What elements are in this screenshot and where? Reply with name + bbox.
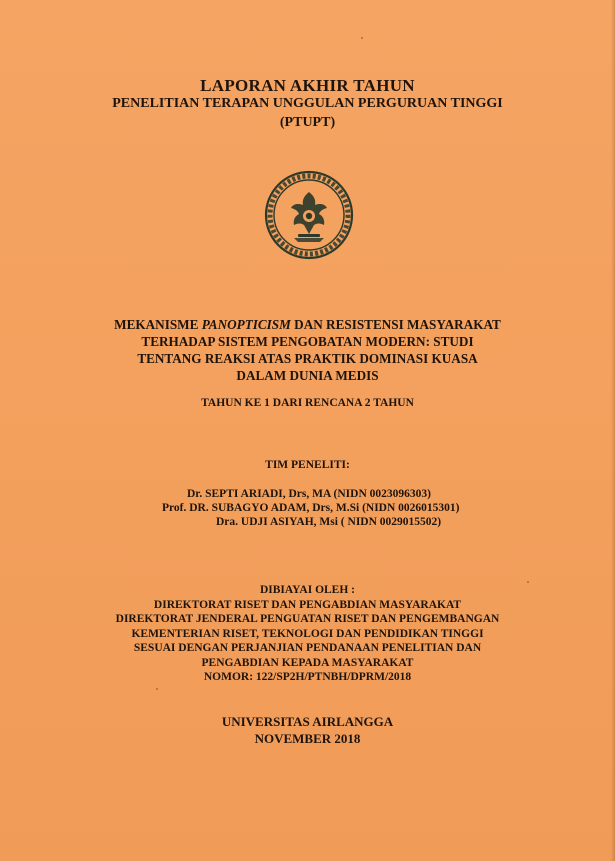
- title-italic-term: PANOPTICISM: [201, 317, 291, 332]
- team-member: Dr. SEPTI ARIADI, Drs, MA (NIDN 0023096303): [187, 488, 431, 500]
- report-abbreviation: (PTUPT): [279, 115, 336, 130]
- funding-line: DIREKTORAT JENDERAL PENGUATAN RISET DAN PENGEMBANGAN: [115, 613, 500, 625]
- report-date: NOVEMBER 2018: [254, 731, 361, 746]
- funding-line: DIREKTORAT RISET DAN PENGABDIAN MASYARAKAT: [153, 598, 462, 611]
- funding-line: KEMENTERIAN RISET, TEKNOLOGI DAN PENDIDIKAN TINGGI: [131, 627, 484, 640]
- paper-speck: [361, 37, 363, 39]
- report-subtitle: PENELITIAN TERAPAN UNGGULAN PERGURUAN TINGGI: [112, 96, 503, 111]
- university-seal-icon: [264, 170, 354, 260]
- research-title-line-3: TENTANG REAKSI ATAS PRAKTIK DOMINASI KUASA: [137, 351, 478, 366]
- research-title-line-2: TERHADAP SISTEM PENGOBATAN MODERN: STUDI: [141, 334, 474, 349]
- title-prefix: MEKANISME: [114, 317, 202, 332]
- research-title-line-4: DALAM DUNIA MEDIS: [236, 368, 379, 383]
- research-title: [0, 316, 615, 384]
- team-member: Prof. DR. SUBAGYO ADAM, Drs, M.Si (NIDN 0026015301): [162, 502, 460, 514]
- report-title: LAPORAN AKHIR TAHUN: [200, 76, 415, 95]
- funding-line: SESUAI DENGAN PERJANJIAN PENDANAAN PENELITIAN DAN: [133, 642, 482, 654]
- research-title-line-1: [0, 316, 615, 333]
- paper-speck: [156, 688, 158, 690]
- funding-line: NOMOR: 122/SP2H/PTNBH/DPRM/2018: [203, 671, 412, 683]
- team-member: Dra. UDJI ASIYAH, Msi ( NIDN 0029015502): [216, 516, 442, 528]
- year-info: TAHUN KE 1 DARI RENCANA 2 TAHUN: [201, 397, 414, 409]
- paper-speck: [527, 581, 529, 583]
- funding-block: [0, 583, 615, 685]
- funding-line: PENGABDIAN KEPADA MASYARAKAT: [201, 656, 414, 669]
- institution-name: UNIVERSITAS AIRLANGGA: [221, 714, 394, 729]
- team-label: TIM PENELITI:: [265, 459, 350, 471]
- funding-label: DIBIAYAI OLEH :: [259, 584, 355, 596]
- title-suffix: DAN RESISTENSI MASYARAKAT: [290, 317, 501, 332]
